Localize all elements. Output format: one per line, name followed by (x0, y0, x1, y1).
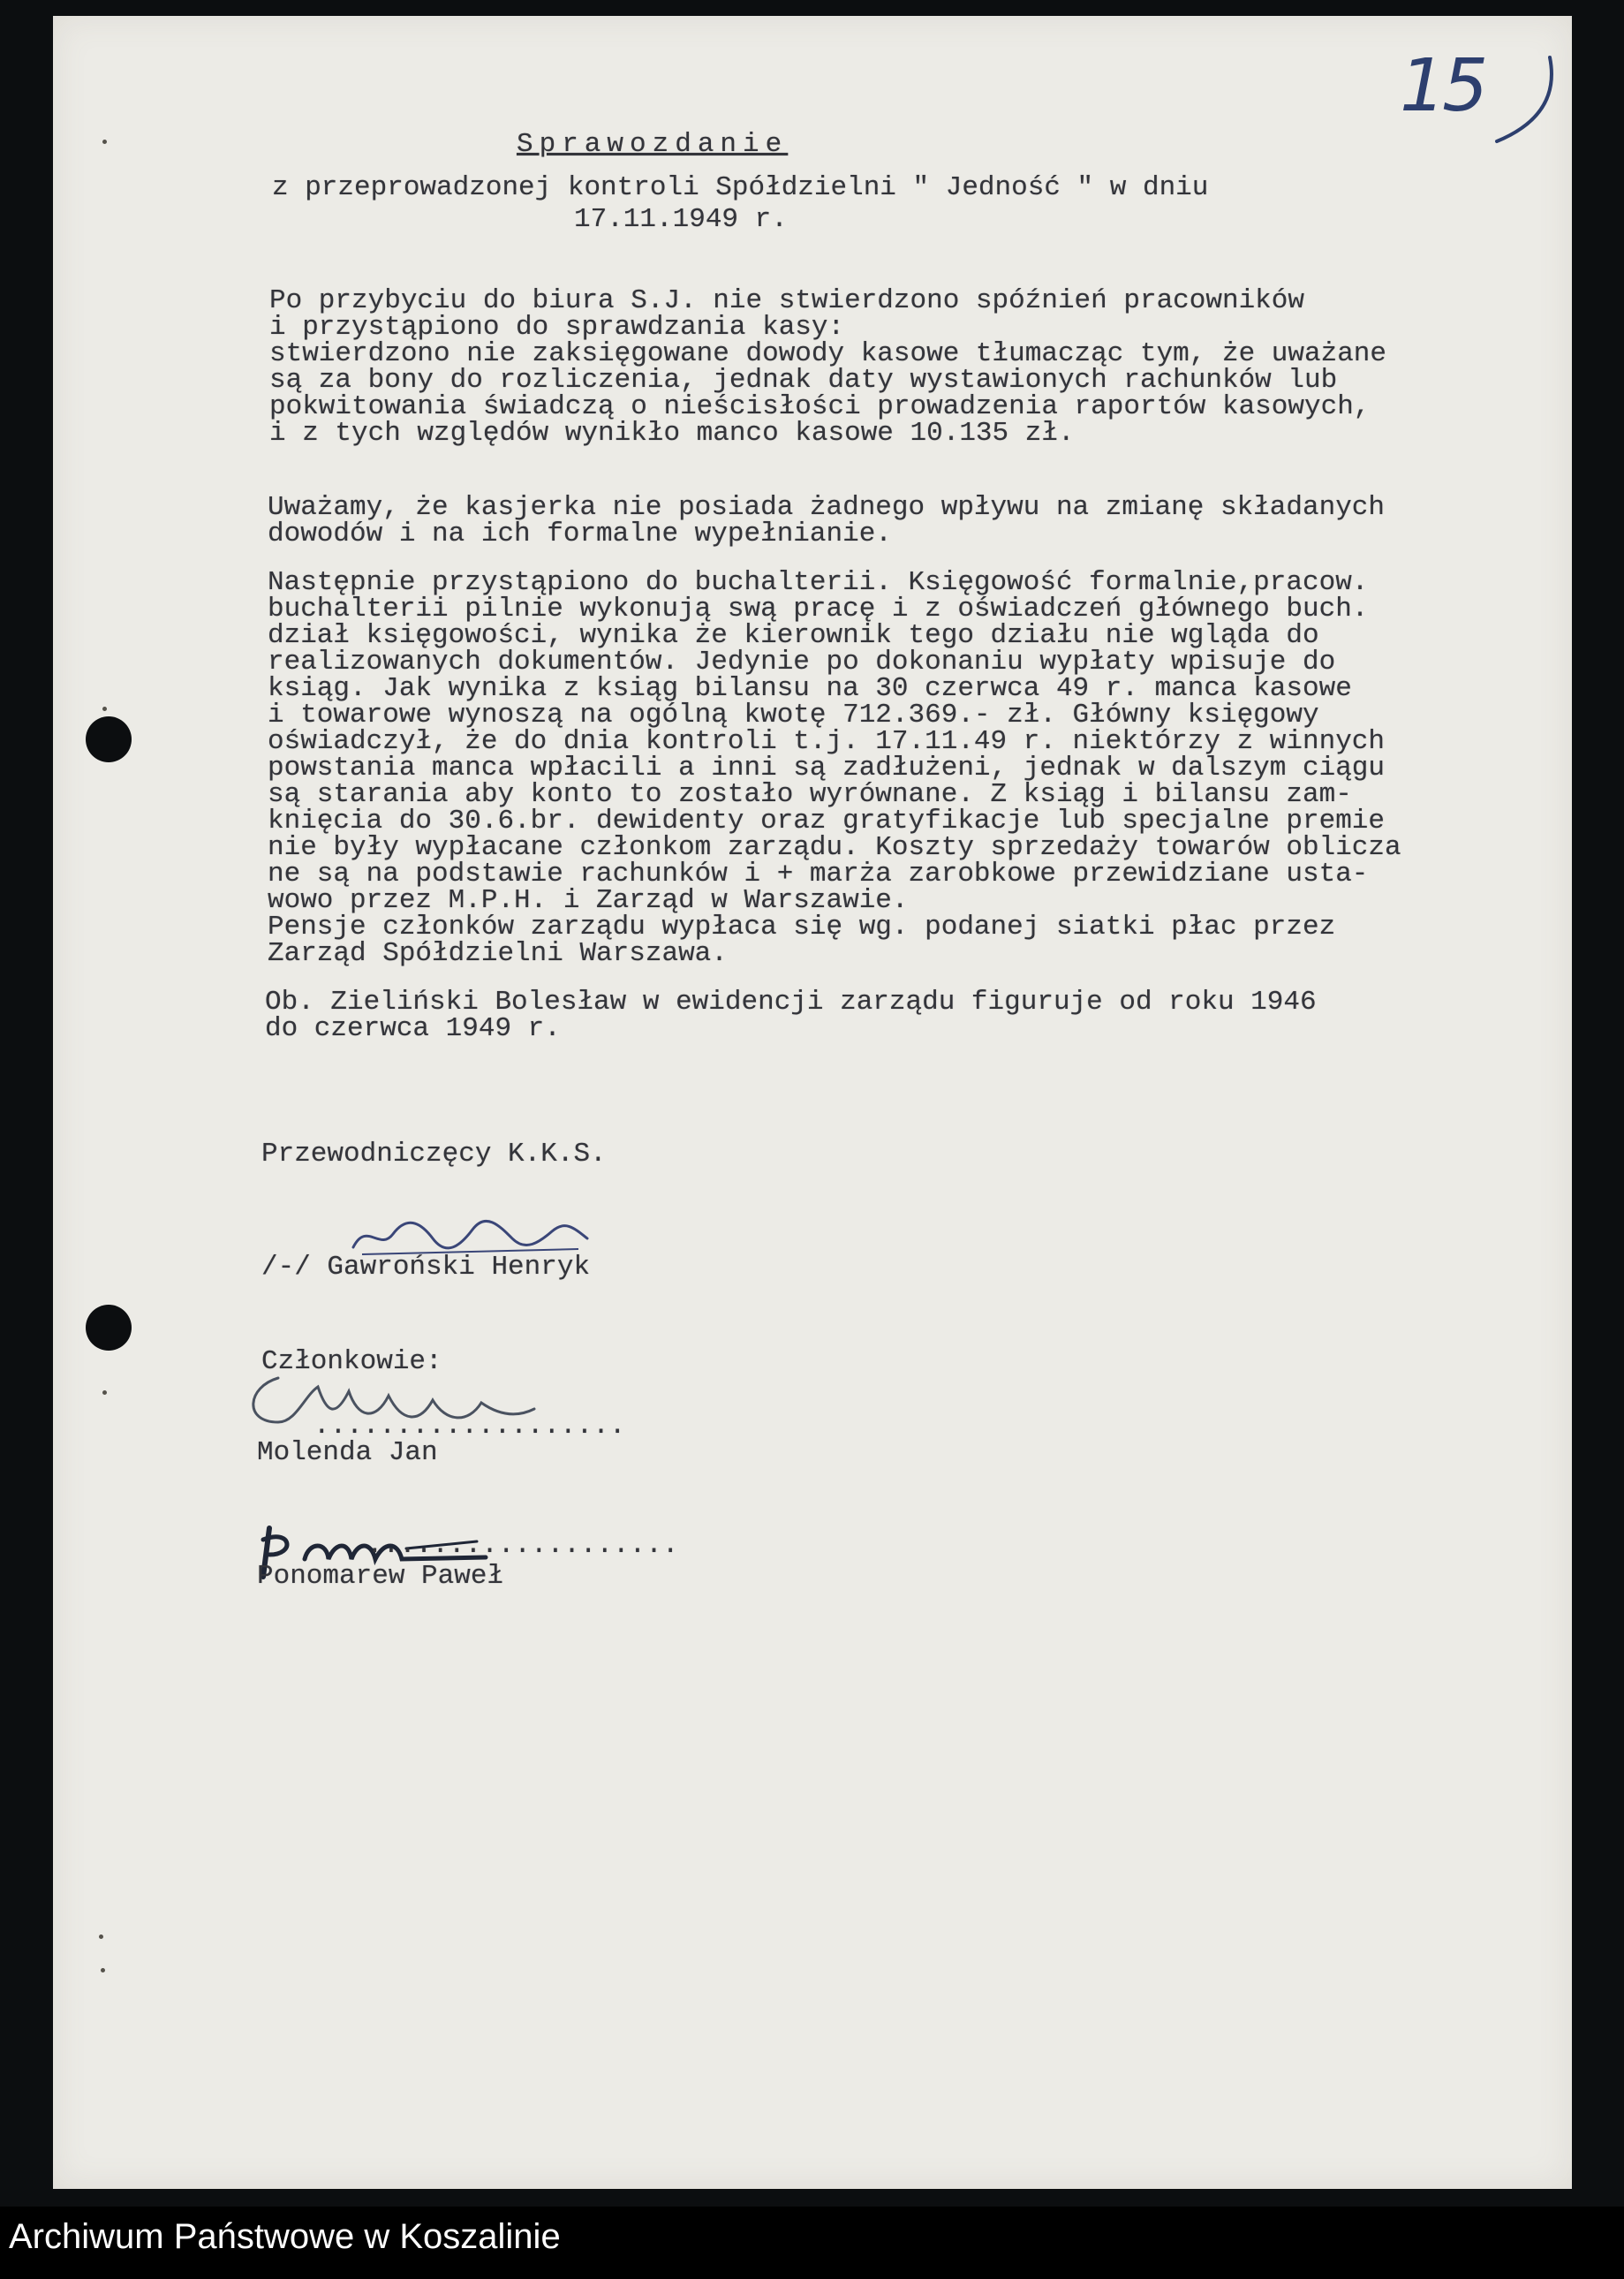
paragraph-line: i przystąpiono do sprawdzania kasy: (269, 312, 845, 343)
paragraph-line: pokwitowania świadczą o nieścisłości prowadzenia raportów kasowych, (269, 391, 1371, 422)
document-date: 17.11.1949 r. (574, 204, 788, 235)
paragraph-line: są za bony do rozliczenia, jednak daty wystawionych rachunków lub (269, 365, 1338, 396)
paragraph-line: buchalterii pilnie wykonują swą pracę i z oświadczeń głównego buch. (268, 594, 1369, 625)
member1-name: Molenda Jan (257, 1437, 438, 1468)
paper-speck (102, 707, 107, 711)
paragraph-line: knięcia do 30.6.br. dewidenty oraz gratyfikacje lub specjalne premie (268, 806, 1386, 837)
member1-dots: ................... (313, 1411, 626, 1442)
page-number: 15 (1400, 44, 1485, 128)
paragraph-line: ksiąg. Jak wynika z ksiąg bilansu na 30 czerwca 49 r. manca kasowe (268, 673, 1352, 704)
paragraph-line: wowo przez M.P.H. i Zarząd w Warszawie. (268, 885, 909, 916)
punch-hole (86, 1305, 132, 1351)
paragraph-line: nie były wypłacane członkom zarządu. Koszty sprzedaży towarów oblicza (268, 832, 1401, 863)
paragraph-line: Następnie przystąpiono do buchalterii. Księgowość formalnie,pracow. (268, 567, 1369, 598)
paper-speck (102, 140, 107, 144)
paper-speck (101, 1968, 105, 1972)
paragraph-line: stwierdzono nie zaksięgowane dowody kasowe tłumacząc tym, że uważane (269, 338, 1387, 369)
paper-speck (99, 1934, 103, 1939)
paragraph-line: i towarowe wynoszą na ogólną kwotę 712.369.- zł. Główny księgowy (268, 700, 1319, 731)
document-subtitle: z przeprowadzonej kontroli Spółdzielni " Jedność " w dniu (272, 172, 1209, 203)
paragraph-line: są starania aby konto to zostało wyrównane. Z ksiąg i bilansu zam- (268, 779, 1352, 810)
paper-speck (102, 1390, 107, 1395)
members-label: Członkowie: (261, 1346, 442, 1377)
paragraph-line: Zarząd Spółdzielni Warszawa. (268, 938, 728, 969)
paragraph-line: dowodów i na ich formalne wypełnianie. (268, 519, 892, 549)
punch-hole (86, 716, 132, 762)
member2-name: Ponomarew Paweł (257, 1561, 504, 1592)
paragraph-line: i z tych względów wynikło manco kasowe 10.135 zł. (269, 418, 1075, 449)
paragraph-line: do czerwca 1949 r. (265, 1013, 561, 1044)
chair-name: /-/ Gawroński Henryk (261, 1252, 591, 1283)
paragraph-line: Pensje członków zarządu wypłaca się wg. podanej siatki płac przez (268, 912, 1336, 943)
paragraph-line: powstania manca wpłacili a inni są zadłużeni, jednak w dalszym ciągu (268, 753, 1386, 784)
paragraph-line: Po przybyciu do biura S.J. nie stwierdzono spóźnień pracowników (269, 285, 1304, 316)
paragraph-line: ne są na podstawie rachunków i + marża zarobkowe przewidziane usta- (268, 859, 1369, 890)
member2-dots: ................... (366, 1530, 679, 1561)
page-number-arc (1457, 53, 1563, 150)
archive-label: Archiwum Państwowe w Koszalinie (9, 2217, 561, 2256)
document-title: Sprawozdanie (517, 129, 789, 160)
paragraph-line: oświadczył, że do dnia kontroli t.j. 17.11.49 r. niektórzy z winnych (268, 726, 1386, 757)
paragraph-line: Uważamy, że kasjerka nie posiada żadnego wpływu na zmianę składanych (268, 492, 1386, 523)
chair-label: Przewodniczęcy K.K.S. (261, 1139, 607, 1170)
paragraph-line: dział księgowości, wynika że kierownik tego działu nie wgląda do (268, 620, 1319, 651)
paragraph-line: realizowanych dokumentów. Jedynie po dokonaniu wypłaty wpisuje do (268, 647, 1336, 678)
paragraph-line: Ob. Zieliński Bolesław w ewidencji zarządu figuruje od roku 1946 (265, 987, 1317, 1018)
